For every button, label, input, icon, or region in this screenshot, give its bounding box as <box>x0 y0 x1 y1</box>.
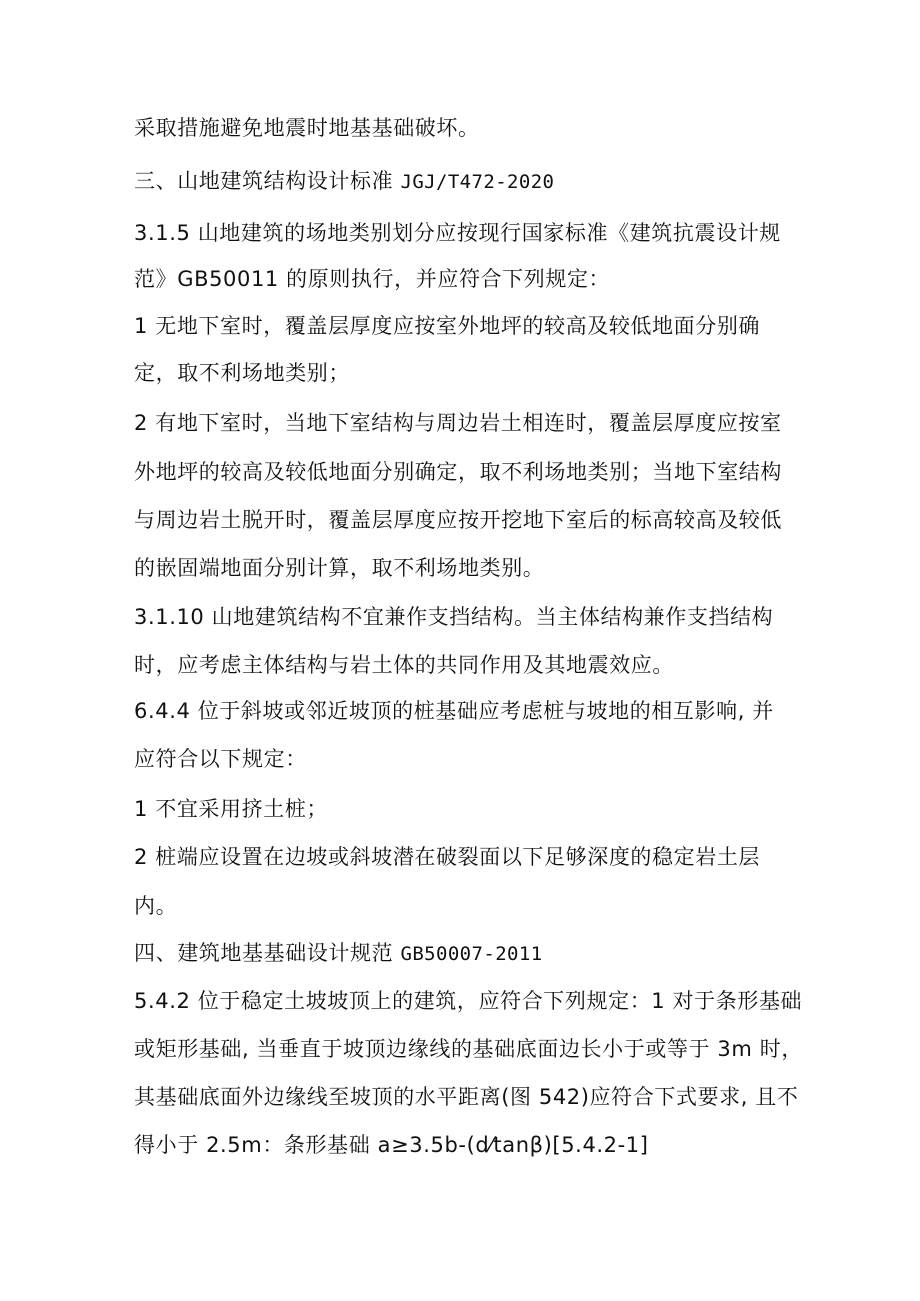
text-line: 应符合以下规定： <box>134 747 307 771</box>
text-line: 的嵌固端地面分别计算，取不利场地类别。 <box>134 556 545 580</box>
text-line: 内。 <box>134 894 178 918</box>
section-heading <box>134 166 554 197</box>
text-line: 6.4.4 位于斜坡或邻近坡顶的桩基础应考虑桩与坡地的相互影响, 并 <box>134 699 774 723</box>
text-line: 3.1.5 山地建筑的场地类别划分应按现行国家标准《建筑抗震设计规 <box>134 221 781 245</box>
section-heading-title: 三、山地建筑结构设计标准 <box>134 169 401 193</box>
text-line: 1 不宜采用挤土桩； <box>134 797 329 821</box>
section-heading-code: JGJ/T472-2020 <box>400 171 555 193</box>
text-line: 其基础底面外边缘线至坡顶的水平距离(图 542)应符合下式要求, 且不 <box>134 1085 799 1109</box>
text-line: 或矩形基础, 当垂直于坡顶边缘线的基础底面边长小于或等于 3m 时， <box>134 1037 803 1061</box>
text-line: 范》GB50011 的原则执行，并应符合下列规定： <box>134 267 611 291</box>
text-line: 3.1.10 山地建筑结构不宜兼作支挡结构。当主体结构兼作支挡结构 <box>134 605 774 629</box>
text-line: 5.4.2 位于稳定土坡坡顶上的建筑，应符合下列规定：1 对于条形基础 <box>134 989 803 1013</box>
text-line: 1 无地下室时，覆盖层厚度应按室外地坪的较高及较低地面分别确 <box>134 314 761 338</box>
section-heading-title: 四、建筑地基基础设计规范 <box>134 941 401 965</box>
section-heading <box>134 938 543 969</box>
text-line: 时，应考虑主体结构与岩土体的共同作用及其地震效应。 <box>134 653 674 677</box>
text-line: 采取措施避免地震时地基基础破坏。 <box>134 116 480 140</box>
text-line: 与周边岩土脱开时，覆盖层厚度应按开挖地下室后的标高较高及较低 <box>134 508 782 532</box>
text-line: 得小于 2.5m：条形基础 a≥3.5b-(d⁄tanβ)[5.4.2-1] <box>134 1133 649 1157</box>
text-line: 2 桩端应设置在边坡或斜坡潜在破裂面以下足够深度的稳定岩土层 <box>134 845 761 869</box>
text-line: 定，取不利场地类别； <box>134 361 350 385</box>
text-line: 外地坪的较高及较低地面分别确定，取不利场地类别；当地下室结构 <box>134 460 782 484</box>
section-heading-code: GB50007-2011 <box>400 943 543 965</box>
text-line: 2 有地下室时，当地下室结构与周边岩土相连时，覆盖层厚度应按室 <box>134 411 782 435</box>
